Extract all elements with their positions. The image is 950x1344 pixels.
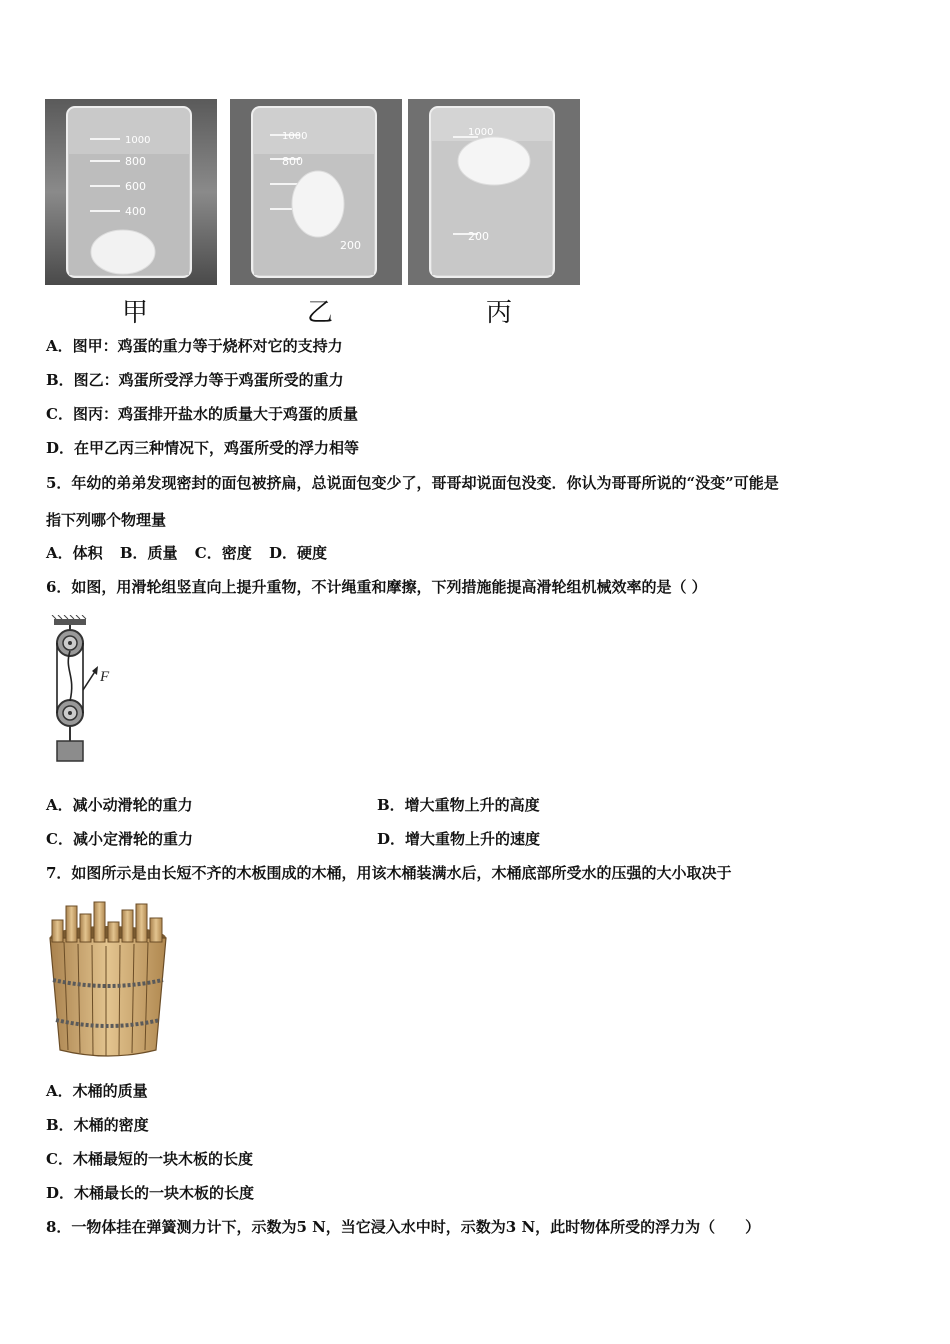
beaker-yi-image	[230, 99, 402, 285]
q7-option-d: D．木桶最长的一块木板的长度	[46, 1184, 255, 1202]
q5-options	[46, 543, 327, 563]
scale-label: 200	[340, 239, 361, 252]
scale-label: 400	[125, 205, 146, 218]
q4-option-d: D．在甲乙丙三种情况下，鸡蛋所受的浮力相等	[46, 439, 360, 457]
scale-label: 1000	[125, 135, 151, 146]
q5-option-d: D．硬度	[268, 544, 327, 562]
pulley-diagram	[44, 615, 124, 765]
caption-jia: 甲	[121, 298, 148, 328]
q4-option-c: C．图丙：鸡蛋排开盐水的质量大于鸡蛋的质量	[46, 405, 358, 423]
q4-option-b: B．图乙：鸡蛋所受浮力等于鸡蛋所受的重力	[46, 371, 344, 389]
beaker-jia-image	[45, 99, 217, 285]
q7-option-b: B．木桶的密度	[46, 1116, 149, 1134]
q5-stem-line2: 指下列哪个物理量	[46, 511, 167, 529]
q6-option-b: B．增大重物上升的高度	[377, 796, 540, 814]
q6-option-c: C．减小定滑轮的重力	[46, 830, 193, 848]
q5-stem-line1: 5．年幼的弟弟发现密封的面包被挤扁，总说面包变少了，哥哥却说面包没变．你认为哥哥所说的“没变”可能是	[46, 474, 779, 492]
caption-yi: 乙	[306, 298, 333, 328]
q5-option-a: A．体积	[46, 544, 103, 562]
q7-option-a: A．木桶的质量	[46, 1082, 148, 1100]
q6-option-d: D．增大重物上升的速度	[377, 830, 541, 848]
scale-label: 600	[125, 180, 146, 193]
q5-option-b: B．质量	[119, 544, 178, 562]
caption-bing: 丙	[485, 298, 512, 328]
scale-label: 800	[125, 155, 146, 168]
scale-label: 1000	[282, 131, 308, 142]
q7-option-c: C．木桶最短的一块木板的长度	[46, 1150, 253, 1168]
scale-label: 800	[282, 155, 303, 168]
beaker-bing-image	[408, 99, 580, 285]
q6-stem: 6．如图，用滑轮组竖直向上提升重物，不计绳重和摩擦，下列措施能提高滑轮组机械效率的是（ ）	[46, 578, 707, 596]
q8-stem: 8．一物体挂在弹簧测力计下，示数为5 N，当它浸入水中时，示数为3 N，此时物体所受的浮力为（ ）	[46, 1218, 761, 1236]
scale-label: 200	[468, 230, 489, 243]
force-label: F	[100, 669, 110, 685]
q5-option-c: C．密度	[194, 544, 252, 562]
q6-option-a: A．减小动滑轮的重力	[46, 796, 193, 814]
q7-stem: 7．如图所示是由长短不齐的木板围成的木桶，用该木桶装满水后，木桶底部所受水的压强的大小取决于	[46, 864, 732, 882]
q4-option-a: A．图甲：鸡蛋的重力等于烧杯对它的支持力	[46, 337, 343, 355]
scale-label: 1000	[468, 127, 494, 138]
wooden-bucket-image	[46, 900, 170, 1058]
